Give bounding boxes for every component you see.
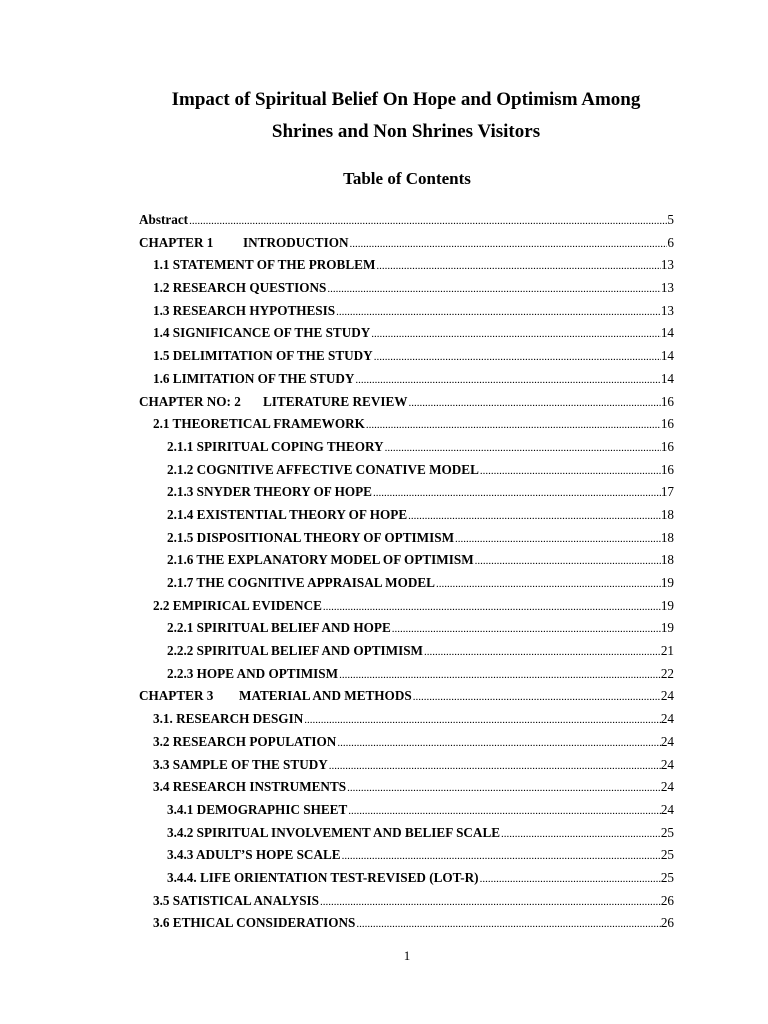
toc-dot-leader (320, 891, 661, 914)
toc-entry[interactable] (0, 481, 768, 504)
toc-entry[interactable] (0, 822, 768, 845)
toc-dot-leader (374, 346, 661, 369)
toc-dot-leader (329, 755, 661, 778)
toc-entry-label (167, 617, 391, 640)
toc-entry-title: 3.4.3 ADULT’S HOPE SCALE (167, 847, 341, 863)
toc-entry-title: 3.4 RESEARCH INSTRUMENTS (153, 779, 347, 795)
toc-entry-label (167, 572, 435, 595)
toc-entry[interactable] (0, 436, 768, 459)
toc-page-number: 6 (667, 234, 674, 250)
toc-entry-label (167, 640, 423, 663)
toc-dot-leader (356, 913, 660, 936)
toc-entry-title: 3.4.1 DEMOGRAPHIC SHEET (167, 801, 348, 817)
toc-entry-label (139, 232, 349, 255)
toc-chapter-number: CHAPTER 1 (139, 234, 214, 250)
toc-page-number: 13 (660, 302, 674, 318)
toc-page-number: 18 (660, 506, 674, 522)
toc-entry[interactable] (0, 277, 768, 300)
document-title-line-2: Shrines and Non Shrines Visitors (271, 121, 541, 142)
toc-entry-label (167, 459, 479, 482)
toc-entry-title: 2.2 EMPIRICAL EVIDENCE (153, 597, 322, 613)
toc-entry-label (153, 595, 322, 618)
toc-entry-title: 2.1.2 COGNITIVE AFFECTIVE CONATIVE MODEL (167, 461, 479, 477)
toc-dot-leader (436, 573, 661, 596)
toc-entry-title: 3.1. RESEARCH DESGIN (153, 711, 304, 727)
toc-page-number: 24 (660, 801, 674, 817)
toc-entry[interactable] (0, 209, 768, 232)
toc-entry[interactable] (0, 776, 768, 799)
toc-dot-leader (376, 255, 660, 278)
toc-dot-leader (337, 732, 661, 755)
toc-dot-leader (347, 777, 661, 800)
toc-page-number: 16 (660, 416, 674, 432)
toc-entry-title: 2.2.1 SPIRITUAL BELIEF AND HOPE (167, 620, 391, 636)
toc-entry[interactable] (0, 731, 768, 754)
toc-entry[interactable] (0, 300, 768, 323)
toc-page-number: 26 (660, 915, 674, 931)
toc-entry-title: MATERIAL AND METHODS (239, 688, 412, 704)
toc-entry-label (153, 413, 365, 436)
toc-entry-label (153, 776, 346, 799)
toc-page-number: 17 (660, 484, 674, 500)
toc-dot-leader (408, 505, 661, 528)
toc-entry-title: 2.1 THEORETICAL FRAMEWORK (153, 416, 365, 432)
toc-entry-label (167, 799, 347, 822)
toc-entry-label (153, 254, 375, 277)
toc-entry-label (153, 754, 328, 777)
table-of-contents (0, 209, 768, 935)
toc-page-number: 25 (660, 847, 674, 863)
toc-entry-title: 2.2.3 HOPE AND OPTIMISM (167, 665, 339, 681)
toc-entry-title: 3.3 SAMPLE OF THE STUDY (153, 756, 328, 772)
toc-entry-title: 1.6 LIMITATION OF THE STUDY (153, 370, 355, 386)
toc-dot-leader (455, 528, 661, 551)
toc-page-number: 21 (660, 643, 674, 659)
toc-dot-leader (189, 210, 667, 233)
toc-entry-label (167, 844, 341, 867)
toc-entry-title: 1.2 RESEARCH QUESTIONS (153, 280, 327, 296)
toc-entry[interactable] (0, 595, 768, 618)
toc-entry-title: 2.1.7 THE COGNITIVE APPRAISAL MODEL (167, 575, 435, 590)
toc-page-number: 18 (660, 552, 674, 568)
toc-page-number: 19 (660, 597, 674, 613)
toc-entry[interactable] (0, 549, 768, 572)
toc-page-number: 14 (660, 348, 674, 364)
toc-chapter-number: CHAPTER NO: 2 (139, 393, 241, 409)
toc-entry-label (139, 685, 412, 708)
toc-entry-title: 2.1.1 SPIRITUAL COPING THEORY (167, 438, 384, 454)
toc-page-number: 19 (660, 575, 674, 590)
toc-dot-leader (327, 278, 661, 301)
toc-entry-label (153, 890, 319, 913)
toc-entry-label (139, 391, 407, 414)
toc-entry-label (167, 527, 454, 550)
toc-entry[interactable] (0, 345, 768, 368)
toc-dot-leader (336, 301, 661, 324)
toc-dot-leader (339, 664, 661, 687)
toc-dot-leader (366, 414, 661, 437)
toc-entry-title: 3.4.4. LIFE ORIENTATION TEST-REVISED (LOT-R) (167, 869, 479, 885)
toc-dot-leader (424, 641, 661, 664)
toc-entry[interactable] (0, 640, 768, 663)
toc-entry-title: INTRODUCTION (243, 234, 349, 250)
toc-entry[interactable] (0, 368, 768, 391)
toc-entry-title: 2.1.3 SNYDER THEORY OF HOPE (167, 484, 372, 500)
toc-entry-label (153, 345, 373, 368)
toc-dot-leader (501, 823, 661, 846)
toc-page-number: 13 (660, 257, 674, 273)
toc-chapter-number: CHAPTER 3 (139, 688, 214, 704)
toc-entry[interactable] (0, 663, 768, 686)
toc-entry-title: LITERATURE REVIEW (263, 393, 408, 409)
toc-entry[interactable] (0, 232, 768, 255)
toc-dot-leader (480, 460, 661, 483)
toc-entry[interactable] (0, 685, 768, 708)
toc-heading: Table of Contents (343, 169, 471, 188)
toc-page-number: 25 (660, 869, 674, 885)
toc-entry[interactable] (0, 572, 768, 595)
toc-entry[interactable] (0, 322, 768, 345)
toc-dot-leader (480, 868, 661, 891)
toc-entry-label (153, 912, 355, 935)
toc-dot-leader (304, 709, 661, 732)
toc-entry-label (167, 481, 372, 504)
toc-entry[interactable] (0, 890, 768, 913)
toc-page-number: 18 (660, 529, 674, 545)
toc-entry-title: 2.1.5 DISPOSITIONAL THEORY OF OPTIMISM (167, 529, 455, 545)
toc-entry-title: 3.5 SATISTICAL ANALYSIS (153, 892, 320, 908)
toc-entry-label (167, 549, 474, 572)
toc-entry-title: 2.1.6 THE EXPLANATORY MODEL OF OPTIMISM (167, 552, 474, 568)
toc-entry-label (153, 708, 303, 731)
toc-page-number: 14 (660, 370, 674, 386)
toc-entry-label (167, 436, 384, 459)
toc-entry-label (153, 277, 326, 300)
toc-entry-label (153, 322, 370, 345)
toc-entry[interactable] (0, 527, 768, 550)
toc-page-number: 16 (660, 393, 674, 409)
toc-entry-label (167, 822, 500, 845)
toc-entry-label (153, 300, 335, 323)
toc-page-number: 24 (660, 756, 674, 772)
toc-dot-leader (371, 323, 661, 346)
toc-entry-title: 2.2.2 SPIRITUAL BELIEF AND OPTIMISM (167, 643, 423, 659)
toc-page-number: 13 (660, 280, 674, 296)
toc-dot-leader (348, 800, 661, 823)
toc-entry[interactable] (0, 617, 768, 640)
toc-entry-title: 1.4 SIGNIFICANCE OF THE STUDY (153, 325, 371, 341)
toc-dot-leader (350, 233, 668, 256)
toc-page-number: 16 (660, 438, 674, 454)
toc-entry-label (139, 209, 188, 232)
toc-dot-leader (413, 686, 661, 709)
toc-dot-leader (373, 482, 661, 505)
toc-entry-label (167, 663, 338, 686)
toc-entry[interactable] (0, 867, 768, 890)
page-number: 1 (403, 948, 411, 963)
toc-dot-leader (323, 596, 661, 619)
toc-entry[interactable] (0, 413, 768, 436)
toc-entry[interactable] (0, 844, 768, 867)
toc-entry-title: Abstract (139, 212, 189, 227)
toc-entry-label (153, 368, 354, 391)
toc-entry[interactable] (0, 504, 768, 527)
toc-entry[interactable] (0, 708, 768, 731)
toc-entry-title: 1.1 STATEMENT OF THE PROBLEM (153, 257, 376, 273)
toc-dot-leader (342, 845, 661, 868)
toc-page-number: 5 (667, 212, 674, 227)
toc-entry[interactable] (0, 391, 768, 414)
document-title-line-1: Impact of Spiritual Belief On Hope and Optimism Among (171, 89, 641, 110)
toc-entry-label (167, 504, 407, 527)
toc-entry[interactable] (0, 912, 768, 935)
toc-dot-leader (355, 369, 660, 392)
toc-page-number: 24 (660, 779, 674, 795)
toc-entry-title: 1.3 RESEARCH HYPOTHESIS (153, 302, 336, 318)
toc-page-number: 24 (660, 711, 674, 727)
toc-page-number: 22 (660, 665, 674, 681)
toc-page-number: 26 (660, 892, 674, 908)
toc-page-number: 16 (660, 461, 674, 477)
toc-dot-leader (475, 550, 661, 573)
toc-entry-label (167, 867, 479, 890)
toc-entry-title: 3.4.2 SPIRITUAL INVOLVEMENT AND BELIEF SCALE (167, 824, 501, 840)
toc-dot-leader (392, 618, 661, 641)
toc-page-number: 24 (660, 688, 674, 704)
toc-entry-title: 3.6 ETHICAL CONSIDERATIONS (153, 915, 356, 931)
toc-page-number: 24 (660, 733, 674, 749)
toc-page-number: 19 (660, 620, 674, 636)
toc-page-number: 14 (660, 325, 674, 341)
toc-entry-title: 1.5 DELIMITATION OF THE STUDY (153, 348, 373, 364)
toc-dot-leader (408, 392, 660, 415)
toc-entry[interactable] (0, 459, 768, 482)
toc-page-number: 25 (660, 824, 674, 840)
toc-entry-title: 3.2 RESEARCH POPULATION (153, 733, 337, 749)
toc-dot-leader (385, 437, 661, 460)
toc-entry[interactable] (0, 754, 768, 777)
toc-entry-title: 2.1.4 EXISTENTIAL THEORY OF HOPE (167, 506, 408, 522)
toc-entry[interactable] (0, 799, 768, 822)
toc-entry[interactable] (0, 254, 768, 277)
toc-entry-label (153, 731, 336, 754)
